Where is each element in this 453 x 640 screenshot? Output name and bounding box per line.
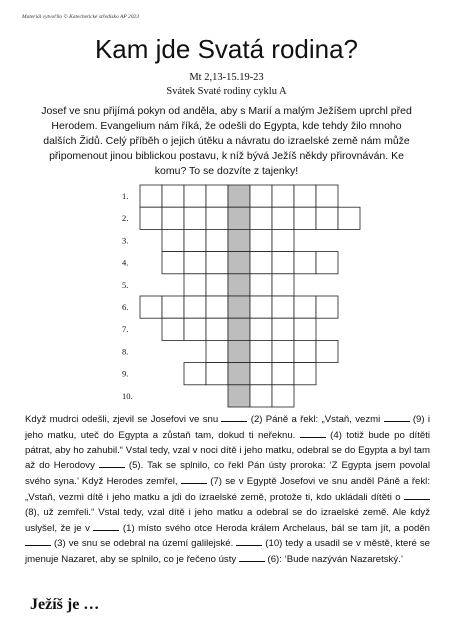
crossword-cell[interactable] <box>184 318 206 340</box>
crossword-cell[interactable] <box>184 363 206 385</box>
crossword-solution-cell[interactable] <box>228 340 250 362</box>
crossword-cell[interactable] <box>250 363 272 385</box>
crossword-cell[interactable] <box>140 296 162 318</box>
crossword-solution-cell[interactable] <box>228 296 250 318</box>
crossword-cell[interactable] <box>162 229 184 251</box>
crossword-cell[interactable] <box>272 185 294 207</box>
crossword-cell[interactable] <box>272 340 294 362</box>
answer-blank[interactable] <box>221 412 247 422</box>
crossword-row-number: 7. <box>122 324 129 335</box>
crossword-cell[interactable] <box>140 185 162 207</box>
crossword-cell[interactable] <box>272 385 294 407</box>
crossword-solution-cell[interactable] <box>228 274 250 296</box>
crossword-cell[interactable] <box>184 252 206 274</box>
crossword-row-number: 4. <box>122 257 129 268</box>
crossword-cell[interactable] <box>250 185 272 207</box>
crossword-cell[interactable] <box>206 229 228 251</box>
crossword-cell[interactable] <box>272 207 294 229</box>
crossword-cell[interactable] <box>250 318 272 340</box>
story-text: (10) tedy a usadil se v městě, které se jmenuje Nazaret, aby se splnilo, co je řečeno ústy <box>25 538 430 566</box>
crossword-row-number: 5. <box>122 279 129 290</box>
story-text: Když mudrci odešli, zjevil se Josefovi ve snu <box>25 414 222 425</box>
intro-paragraph: Josef ve snu přijímá pokyn od anděla, aby s Marií a malým Ježíšem uprchl před Herodem. Evangelium nám říká, že odešli do Egypta, kde tehdy žilo mnoho dalších Židů. Celý příběh o jejich útěku a návratu do izraelské země nám může připomenout jinou biblickou postavu, k níž bývá Ježíš někdy přirovnáván. Ke komu? To se dozvíte z tajenky! <box>41 105 412 177</box>
crossword-cell[interactable] <box>294 318 316 340</box>
answer-blank[interactable] <box>236 536 262 546</box>
crossword-solution-cell[interactable] <box>228 252 250 274</box>
story-text: (3) ve snu se odebral na území galilejské. <box>51 538 237 550</box>
crossword-cell[interactable] <box>206 207 228 229</box>
crossword-cell[interactable] <box>272 318 294 340</box>
answer-blank[interactable] <box>239 552 265 562</box>
crossword-cell[interactable] <box>316 252 338 274</box>
crossword-cell[interactable] <box>272 296 294 318</box>
occasion-label: Svátek Svaté rodiny cyklu A <box>166 86 287 97</box>
crossword-cell[interactable] <box>250 296 272 318</box>
story-text: (6): ‘Bude nazýván Nazaretský.’ <box>264 554 403 566</box>
crossword-cell[interactable] <box>162 296 184 318</box>
crossword-cell[interactable] <box>294 207 316 229</box>
crossword-cell[interactable] <box>316 207 338 229</box>
story-paragraph <box>25 412 430 568</box>
crossword-row-number: 6. <box>122 302 129 312</box>
story-text: (9) i jeho matku, uteč do Egypta a zůstaň tam, dokud ti neřeknu. <box>25 414 431 441</box>
crossword-row-number: 3. <box>122 235 129 246</box>
crossword-solution-cell[interactable] <box>228 363 250 385</box>
story-text: (4) totiž bude po dítěti pátrat, aby ho zahubil.“ Vstal tedy, vzal v noci dítě i jeho matku, odebral se do Egypta a byl tam až do Herodovy <box>25 429 430 472</box>
crossword-cell[interactable] <box>250 274 272 296</box>
crossword-cell[interactable] <box>250 229 272 251</box>
crossword-cell[interactable] <box>250 340 272 362</box>
crossword-cell[interactable] <box>206 318 228 340</box>
answer-blank[interactable] <box>93 521 119 531</box>
crossword-cell[interactable] <box>206 185 228 207</box>
crossword-cell[interactable] <box>272 274 294 296</box>
crossword-cell[interactable] <box>294 296 316 318</box>
crossword-row-number: 10. <box>122 390 133 401</box>
crossword-cell[interactable] <box>184 229 206 251</box>
crossword-cell[interactable] <box>184 296 206 318</box>
story-text: (1) místo svého otce Heroda králem Archelaus, bál se tam jít, a poděn <box>119 522 430 534</box>
crossword-solution-cell[interactable] <box>228 385 250 407</box>
crossword-solution-cell[interactable] <box>228 318 250 340</box>
crossword-cell[interactable] <box>250 385 272 407</box>
crossword-cell[interactable] <box>294 363 316 385</box>
crossword-cell[interactable] <box>162 252 184 274</box>
answer-blank[interactable] <box>384 412 410 422</box>
answer-blank[interactable] <box>25 536 51 546</box>
crossword-cell[interactable] <box>162 207 184 229</box>
crossword-cell[interactable] <box>272 252 294 274</box>
crossword-cell[interactable] <box>294 340 316 362</box>
crossword-solution-cell[interactable] <box>228 185 250 207</box>
crossword-cell[interactable] <box>294 252 316 274</box>
header-note: Materiál vytvořilo © Katechetické středisko AP 2023 <box>22 14 140 20</box>
story-text: (8), už zemřeli.“ Vstal tedy, vzal dítě i jeho matku a odebral se do izraelské země. Ale když uslyšel, že je v <box>25 506 430 534</box>
crossword-cell[interactable] <box>272 229 294 251</box>
crossword-cell[interactable] <box>206 363 228 385</box>
crossword-row-number: 1. <box>122 191 129 201</box>
crossword-cell[interactable] <box>206 252 228 274</box>
crossword-solution-cell[interactable] <box>228 207 250 229</box>
crossword-cell[interactable] <box>162 318 184 340</box>
crossword-cell[interactable] <box>316 296 338 318</box>
crossword-cell[interactable] <box>206 340 228 362</box>
answer-blank[interactable] <box>99 458 125 468</box>
crossword-cell[interactable] <box>162 185 184 207</box>
crossword-cell[interactable] <box>338 207 360 229</box>
answer-blank[interactable] <box>181 474 207 484</box>
crossword-row-number: 9. <box>122 368 129 379</box>
crossword-cell[interactable] <box>140 207 162 229</box>
crossword-cell[interactable] <box>250 207 272 229</box>
crossword-cell[interactable] <box>316 340 338 362</box>
crossword-cell[interactable] <box>206 274 228 296</box>
crossword-solution-cell[interactable] <box>228 229 250 251</box>
crossword-cell[interactable] <box>184 185 206 207</box>
page-title: Kam jde Svatá rodina? <box>94 34 359 64</box>
crossword-cell[interactable] <box>184 207 206 229</box>
crossword-cell[interactable] <box>272 363 294 385</box>
story-text: (7) se v Egyptě Josefovi ve snu anděl Páně a řekl: „Vstaň, vezmi dítě i jeho matku a jdi do izraelské země, protože ti, kdo ukládali dítěti o <box>25 476 430 503</box>
answer-blank[interactable] <box>300 428 326 438</box>
crossword-cell[interactable] <box>184 274 206 296</box>
crossword-row-number: 8. <box>122 346 129 357</box>
crossword-row-number: 2. <box>122 213 129 224</box>
crossword-cell[interactable] <box>316 185 338 207</box>
story-text: (5). Tak se splnilo, co řekl Pán ústy proroka: ‘Z Egypta jsem povolal svého syna.’ Když Herodes zemřel, <box>25 460 431 488</box>
answer-blank[interactable] <box>404 490 430 500</box>
bible-reference: Mt 2,13-15.19-23 <box>189 72 264 83</box>
story-text: (2) Páně a řekl: „Vstaň, vezmi <box>247 414 384 425</box>
crossword-cell[interactable] <box>206 296 228 318</box>
answer-prompt: Ježíš je … <box>30 596 100 613</box>
crossword-cell[interactable] <box>294 185 316 207</box>
crossword-cell[interactable] <box>250 252 272 274</box>
